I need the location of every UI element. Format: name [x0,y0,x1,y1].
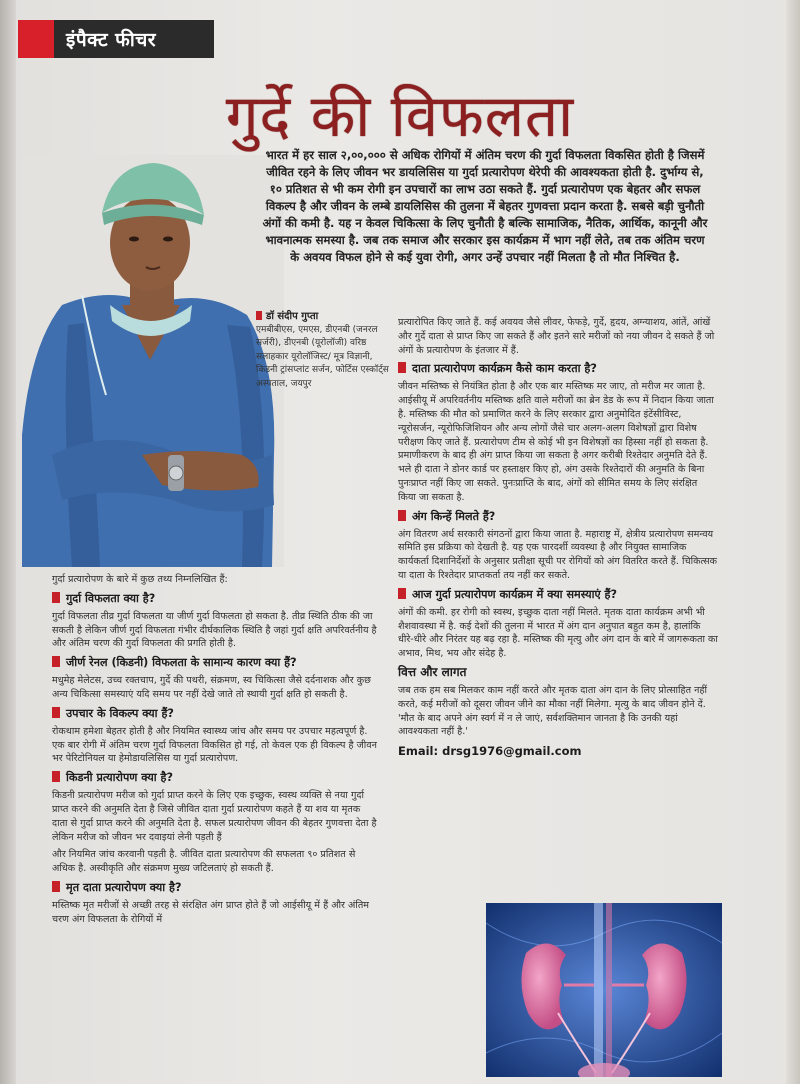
bullet-square-icon [52,707,60,718]
section-heading [52,770,378,785]
left-lead: गुर्दा प्रत्यारोपण के बारे में कुछ तथ्य निम्नलिखित हैं: [52,574,228,585]
author-email: Email: drsg1976@gmail.com [398,744,582,759]
bullet-square-icon [52,592,60,603]
author-name: डॉ संदीप गुप्ता [266,311,319,322]
page-edge [786,0,800,1084]
heading-text: उपचार के विकल्प क्या हैं? [66,706,174,720]
section-heading [52,655,378,670]
author-credentials: एमबीबीएस, एमएस, डीएनबी (जनरल सर्जरी), डीएनबी (यूरोलॉजी) वरिष्ठ सलाहकार यूरोलॉजिस्ट/ मूत्र विज्ञानी, किडनी ट्रांसप्लांट सर्जन, फोर्टिस एस्कॉर्ट्स अस्पताल, जयपुर [256,324,389,389]
section-heading [398,509,718,524]
section-heading [52,591,378,606]
doctor-photo [22,155,284,567]
heading-text: मृत दाता प्रत्यारोपण क्या है? [66,880,182,894]
heading-text: जीर्ण रेनल (किडनी) विफलता के सामान्य कारण क्या हैं? [66,656,297,670]
article-intro: भारत में हर साल २,००,००० से अधिक रोगियों में अंतिम चरण की गुर्दा विफलता विकसित होती है जिसमें जीवित रहने के लिए जीवन भर डायलिसिस या गुर्दा प्रत्यारोपण थेरेपी की आवश्यकता होती है. दुर्भाग्य से, १० प्रतिशत से भी कम रोगी इन उपचारों का लाभ उठा सकते हैं. गुर्दा प्रत्यारोपण एक बेहतर और सफल विकल्प है और जीवन के लम्बे डायलिसिस की तुलना में बेहतर गुणवत्ता प्रदान करता है. सबसे बड़ी चुनौती अंगों की कमी है. यह न केवल चिकित्सा के लिए चुनौती है बल्कि सामाजिक, नैतिक, आर्थिक, कानूनी और भावनात्मक समस्या है. जब तक समाज और सरकार इस कार्यक्रम में भाग नहीं लेते, तब तक अंतिम चरण के अवयव विफल होने से कई युवा रोगी, अगर उन्हें उपचार नहीं मिलता है तो मौत निश्चित है. [262,148,708,264]
heading-text: किडनी प्रत्यारोपण क्या है? [66,771,173,785]
heading-text: गुर्दा विफलता क्या है? [66,591,156,605]
section-body: अंग वितरण अर्ध सरकारी संगठनों द्वारा किया जाता है. महाराष्ट्र में, क्षेत्रीय प्रत्यारोपण समन्वय समिति इस प्रक्रिया को देखती है. यह एक पारदर्शी व्यवस्था है और नियुक्त सामाजिक कार्यकर्ता दिशानिर्देशों के अनुसार प्रतीक्षा सूची पर रोगियों को अंग वितरित करते हैं. चिकित्सक या दाता के रिश्तेदार प्राप्तकर्ता तय नहीं कर सकते. [398,528,718,581]
section-body: गुर्दा विफलता तीव्र गुर्दा विफलता या जीर्ण गुर्दा विफलता हो सकता है. तीव्र स्थिति ठीक की जा सकती है लेकिन जीर्ण गुर्दा विफलता गंभीर दीर्घकालिक स्थिति है जहां गुर्दा क्षति अपरिवर्तनीय है और अंतिम चरण की गुर्दा विफलता की प्रगति होती है. [52,610,377,650]
heading-text: आज गुर्दा प्रत्यारोपण कार्यक्रम में क्या समस्याएं हैं? [412,587,617,601]
section-body: अंगों की कमी. हर रोगी को स्वस्थ, इच्छुक दाता नहीं मिलते. मृतक दाता कार्यक्रम अभी भी शैशवावस्था में है. कई देशों की तुलना में भारत में अंग दान अनुपात बहुत कम है, हालांकि धीरे-धीरे और निरंतर यह बढ़ रहा है. मस्तिष्क की मृत्यु और अंग दान के बारे में जागरूकता का अभाव, मिथ, भय और संदेह है. [398,606,718,660]
section-body: मधुमेह मेलेटस, उच्च रक्तचाप, गुर्दे की पथरी, संक्रमण, स्व चिकित्सा जैसे दर्दनाशक और कुछ अन्य चिकित्सा समस्याएं यदि समय पर नहीं देखे जाते तो स्थायी गुर्दा क्षति हो सकती है. [52,675,371,700]
section-heading [52,706,378,721]
section-body: और नियमित जांच करवानी पड़ती है. जीवित दाता प्रत्यारोपण की सफलता ९० प्रतिशत से अधिक है. अस्वीकृति और संक्रमण मुख्य जटिलताएं हो सकती हैं. [52,849,356,875]
heading-text: अंग किन्हें मिलते हैं? [412,509,496,523]
closing-heading: वित्त और लागत [398,664,467,679]
kidney-illustration [486,903,722,1077]
section-heading [398,361,718,376]
bullet-square-icon [256,311,262,320]
section-heading [52,880,378,895]
closing-body: जब तक हम सब मिलकर काम नहीं करते और मृतक दाता अंग दान के लिए प्रोत्साहित नहीं करते, कई मरीजों को दूसरा जीवन जीने का मौका नहीं मिलेगा. मृत्यु के बाद जीवन होने दें. 'मौत के बाद अपने अंग स्वर्ग में न ले जाएं, सर्वशक्तिमान जानता है कि उनकी यहां आवश्यकता नहीं है.' [398,684,708,738]
left-column [52,573,378,931]
section-body: किडनी प्रत्यारोपण मरीज को गुर्दा प्राप्त करने के लिए एक इच्छुक, स्वस्थ व्यक्ति से नया गुर्दा प्राप्त करने की अनुमति देता है जिसे जीवित दाता गुर्दा प्रत्यारोपण कहते हैं या शव या मृतक दाता से गुर्दा प्राप्त करने की अनुमति देता है. सफल प्रत्यारोपण जीवन की बेहतर गुणवत्ता देता है लेकिन मरीज को जीवन भर दवाइयां लेनी पड़ती हैं [52,790,377,843]
author-name-line [256,310,392,324]
page-binding [0,0,16,1084]
bullet-square-icon [398,510,406,521]
section-body: रोकथाम हमेशा बेहतर होती है और नियमित स्वास्थ्य जांच और समय पर उपचार महत्वपूर्ण है. एक बार रोगी में अंतिम चरण गुर्दा विफलता विकसित हो गई, तो केवल एक ही विकल्प है जीवन भर पेरिटोनियल या हेमोडायलिसिस या गुर्दा प्रत्यारोपण. [52,725,377,765]
article-title: गुर्दे की विफलता [225,82,575,150]
feature-tag [18,20,214,58]
section-body: जीवन मस्तिष्क से नियंत्रित होता है और एक बार मस्तिष्क मर जाए, तो मरीज मर जाता है. आईसीयू में अपरिवर्तनीय मस्तिष्क क्षति वाले मरीजों का ब्रेन डेड के रूप में निदान किया जाता है. मस्तिष्क की मौत को प्रमाणित करने के लिए सरकार द्वारा अनुमोदित इंटेंसीविस्ट, न्यूरोसर्जन, न्यूरोफिजिशियन और अन्य लोगों जैसे चार अलग-अलग विशेषज्ञों द्वारा विशेष परीक्षण किए जाते हैं. प्रत्यारोपण टीम से कोई भी इन विशेषज्ञों का हिस्सा नहीं हो सकता है. प्रमाणीकरण के बाद ही अंग प्राप्त किया जा सकता है अगर करीबी रिश्तेदार अनुमति देते हैं. भले ही दाता ने डोनर कार्ड पर हस्ताक्षर किए हो, अंग उसके रिश्तेदारों की अनुमति के बिना पुनःप्राप्त नहीं किए जा सकते. पुनःप्राप्ति के बाद, अंगों को सीमित समय के लिए संरक्षित किया जा सकता है. [398,381,714,503]
section-heading [398,587,718,602]
heading-text: दाता प्रत्यारोपण कार्यक्रम कैसे काम करता है? [412,362,597,376]
bullet-square-icon [398,588,406,599]
feature-tag-label: इंपैक्ट फीचर [66,29,157,51]
right-column [398,316,718,759]
right-lead: प्रत्यारोपित किए जाते हैं. कई अवयव जैसे लीवर, फेफड़े, गुर्दे, हृदय, अग्न्याशय, आंतें, आंखें और गुर्दे दाता से प्राप्त किए जा सकते हैं और इतने सारे मरीजों को नया जीवन दे सकते हैं जो अंगों के प्रत्यारोपण के इंतजार में हैं. [398,317,715,356]
bullet-square-icon [398,362,406,373]
section-body: मस्तिष्क मृत मरीजों से अच्छी तरह से संरक्षित अंग प्राप्त होते हैं जो आईसीयू में हैं और अंतिम चरण अंग विफलता के रोगियों में [52,899,370,925]
bullet-square-icon [52,656,60,667]
bullet-square-icon [52,881,60,892]
feature-tag-accent [18,20,54,58]
author-bio [256,310,392,391]
bullet-square-icon [52,771,60,782]
